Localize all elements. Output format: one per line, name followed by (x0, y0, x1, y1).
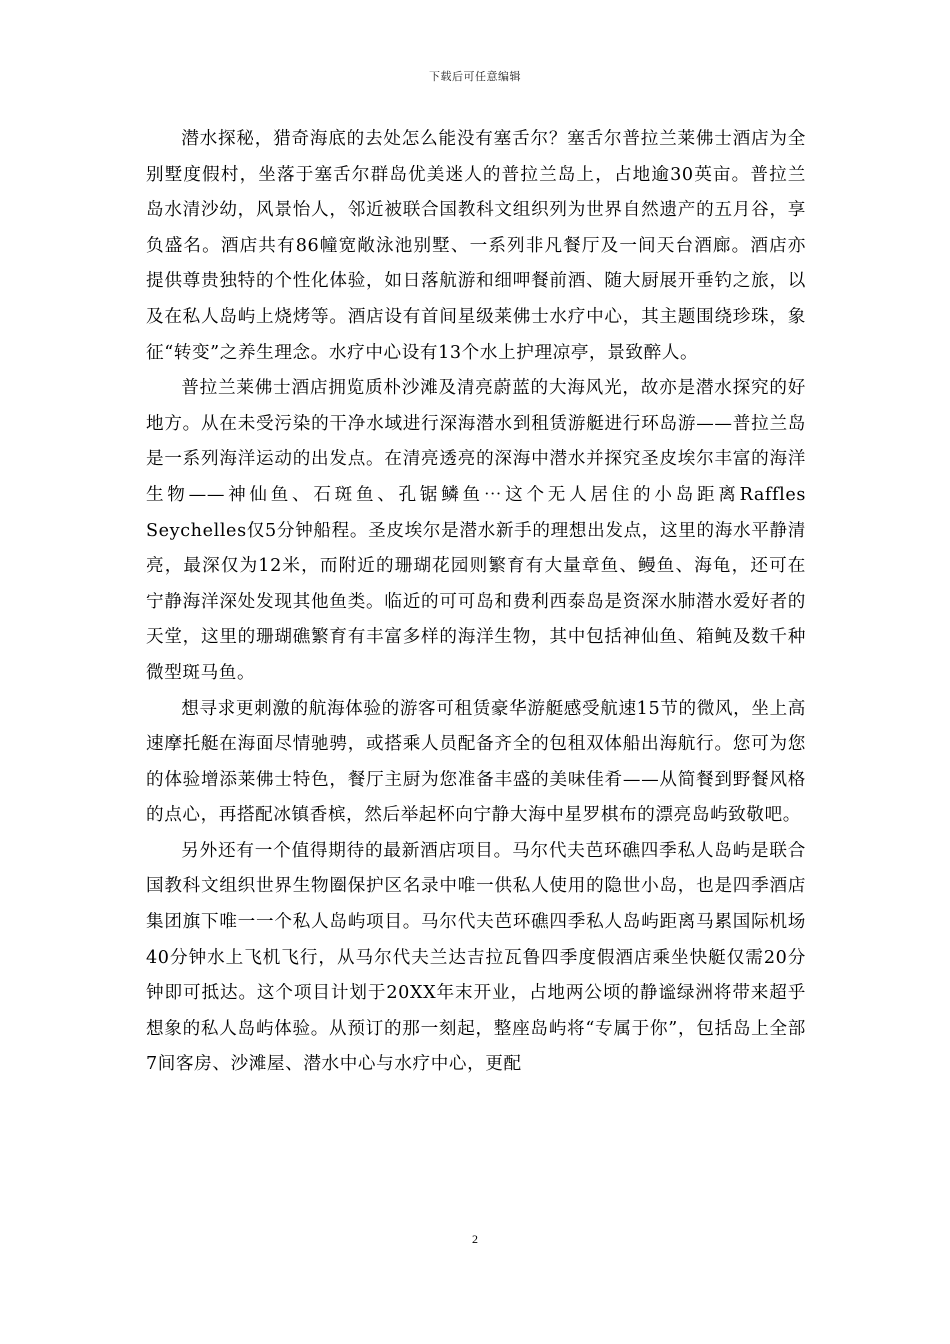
paragraph-2: 普拉兰莱佛士酒店拥览质朴沙滩及清亮蔚蓝的大海风光，故亦是潜水探究的好地方。从在未受污染的干净水域进行深海潜水到租赁游艇进行环岛游——普拉兰岛是一系列海洋运动的出发点。在清亮透亮的深海中潜水并探究圣皮埃尔丰富的海洋生物——神仙鱼、石斑鱼、孔锯鳞鱼⋯这个无人居住的小岛距离Raffles Seychelles仅5分钟船程。圣皮埃尔是潜水新手的理想出发点，这里的海水平静清亮，最深仅为12米，而附近的珊瑚花园则繁育有大量章鱼、鳗鱼、海龟，还可在宁静海洋深处发现其他鱼类。临近的可可岛和费利西泰岛是资深水肺潜水爱好者的天堂，这里的珊瑚礁繁育有丰富多样的海洋生物，其中包括神仙鱼、箱鲀及数千种微型斑马鱼。 (146, 378, 806, 683)
paragraph-3: 想寻求更刺激的航海体验的游客可租赁豪华游艇感受航速15节的微风，坐上高速摩托艇在海面尽情驰骋，或搭乘人员配备齐全的包租双体船出海航行。您可为您的体验增添莱佛士特色，餐厅主厨为您准备丰盛的美味佳肴——从简餐到野餐风格的点心，再搭配冰镇香槟，然后举起杯向宁静大海中星罗棋布的漂亮岛屿致敬吧。 (146, 698, 806, 826)
document-body (146, 122, 806, 1083)
paragraph-4: 另外还有一个值得期待的最新酒店项目。马尔代夫芭环礁四季私人岛屿是联合国教科文组织世界生物圈保护区名录中唯一供私人使用的隐世小岛，也是四季酒店集团旗下唯一一个私人岛屿项目。马尔代夫芭环礁四季私人岛屿距离马累国际机场40分钟水上飞机飞行，从马尔代夫兰达吉拉瓦鲁四季度假酒店乘坐快艇仅需20分钟即可抵达。这个项目计划于20XX年末开业，占地两公顷的静谧绿洲将带来超乎想象的私人岛屿体验。从预订的那一刻起，整座岛屿将“专属于你”，包括岛上全部7间客房、沙滩屋、潜水中心与水疗中心，更配 (146, 840, 806, 1075)
page-header-note: 下载后可任意编辑 (429, 70, 521, 83)
paragraph-1: 潜水探秘，猎奇海底的去处怎么能没有塞舌尔？塞舌尔普拉兰莱佛士酒店为全别墅度假村，坐落于塞舌尔群岛优美迷人的普拉兰岛上，占地逾30英亩。普拉兰岛水清沙幼，风景怡人，邻近被联合国教科文组织列为世界自然遗产的五月谷，享负盛名。酒店共有86幢宽敞泳池别墅、一系列非凡餐厅及一间天台酒廊。酒店亦提供尊贵独特的个性化体验，如日落航游和细呷餐前酒、随大厨展开垂钓之旅，以及在私人岛屿上烧烤等。酒店设有首间星级莱佛士水疗中心，其主题围绕珍珠，象征“转变”之养生理念。水疗中心设有13个水上护理凉亭，景致醉人。 (146, 129, 806, 363)
page-number: 2 (472, 1232, 478, 1246)
